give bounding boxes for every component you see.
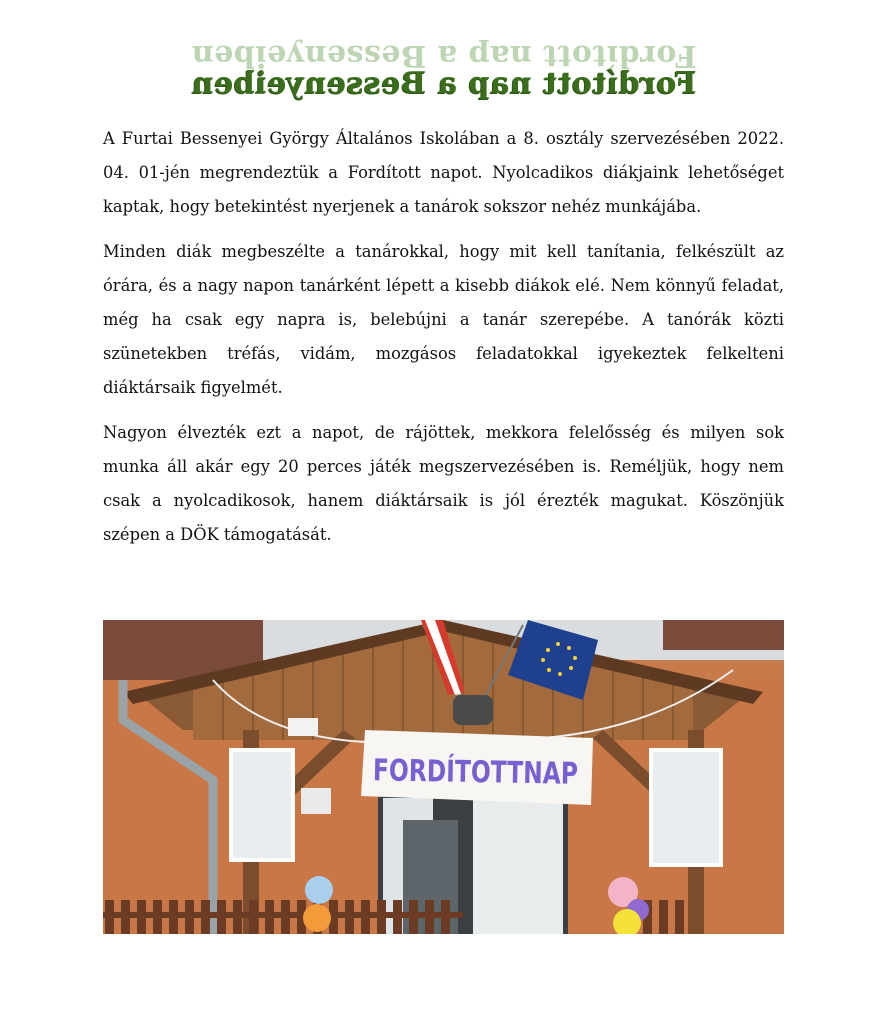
school-entrance-photo [103,620,784,934]
paragraph-1: A Furtai Bessenyei György Általános Iskolában a 8. osztály szervezésében 2022. 04. 01-jén megrendeztük a Fordított napot. Nyolcadikos diákjaink lehetőséget kaptak, hogy betekintést nyerjenek a tanárok sokszor nehéz munkájába. [103,129,784,216]
page-title-area [0,38,888,108]
paragraph-3: Nagyon élvezték ezt a napot, de rájöttek, mekkora felelősség és milyen sok munka áll akár egy 20 perces játék megszervezésében is. Reméljük, hogy nem csak a nyolcadikosok, hanem diáktársaik is jól érezték magukat. Köszönjük szépen a DÖK támogatását. [103,423,784,544]
banner-text: FORDÍTOTTNAP [372,753,637,793]
paragraph-2: Minden diák megbeszélte a tanárokkal, hogy mit kell tanítania, felkészült az órára, és a nagy napon tanárként lépett a kisebb diákok elé. Nem könnyű feladat, még ha csak egy napra is, belebújni a tanár szerepébe. A tanórák közti szünetekben tréfás, vidám, mozgásos feladatokkal igyekeztek felkelteni diáktársaik figyelmét. [103,242,784,397]
article-body [103,122,784,563]
page-title: Fordított nap a Bessenyeiben [191,66,697,101]
page-title-reflection: Fordított nap a Bessenyeiben [191,38,697,73]
